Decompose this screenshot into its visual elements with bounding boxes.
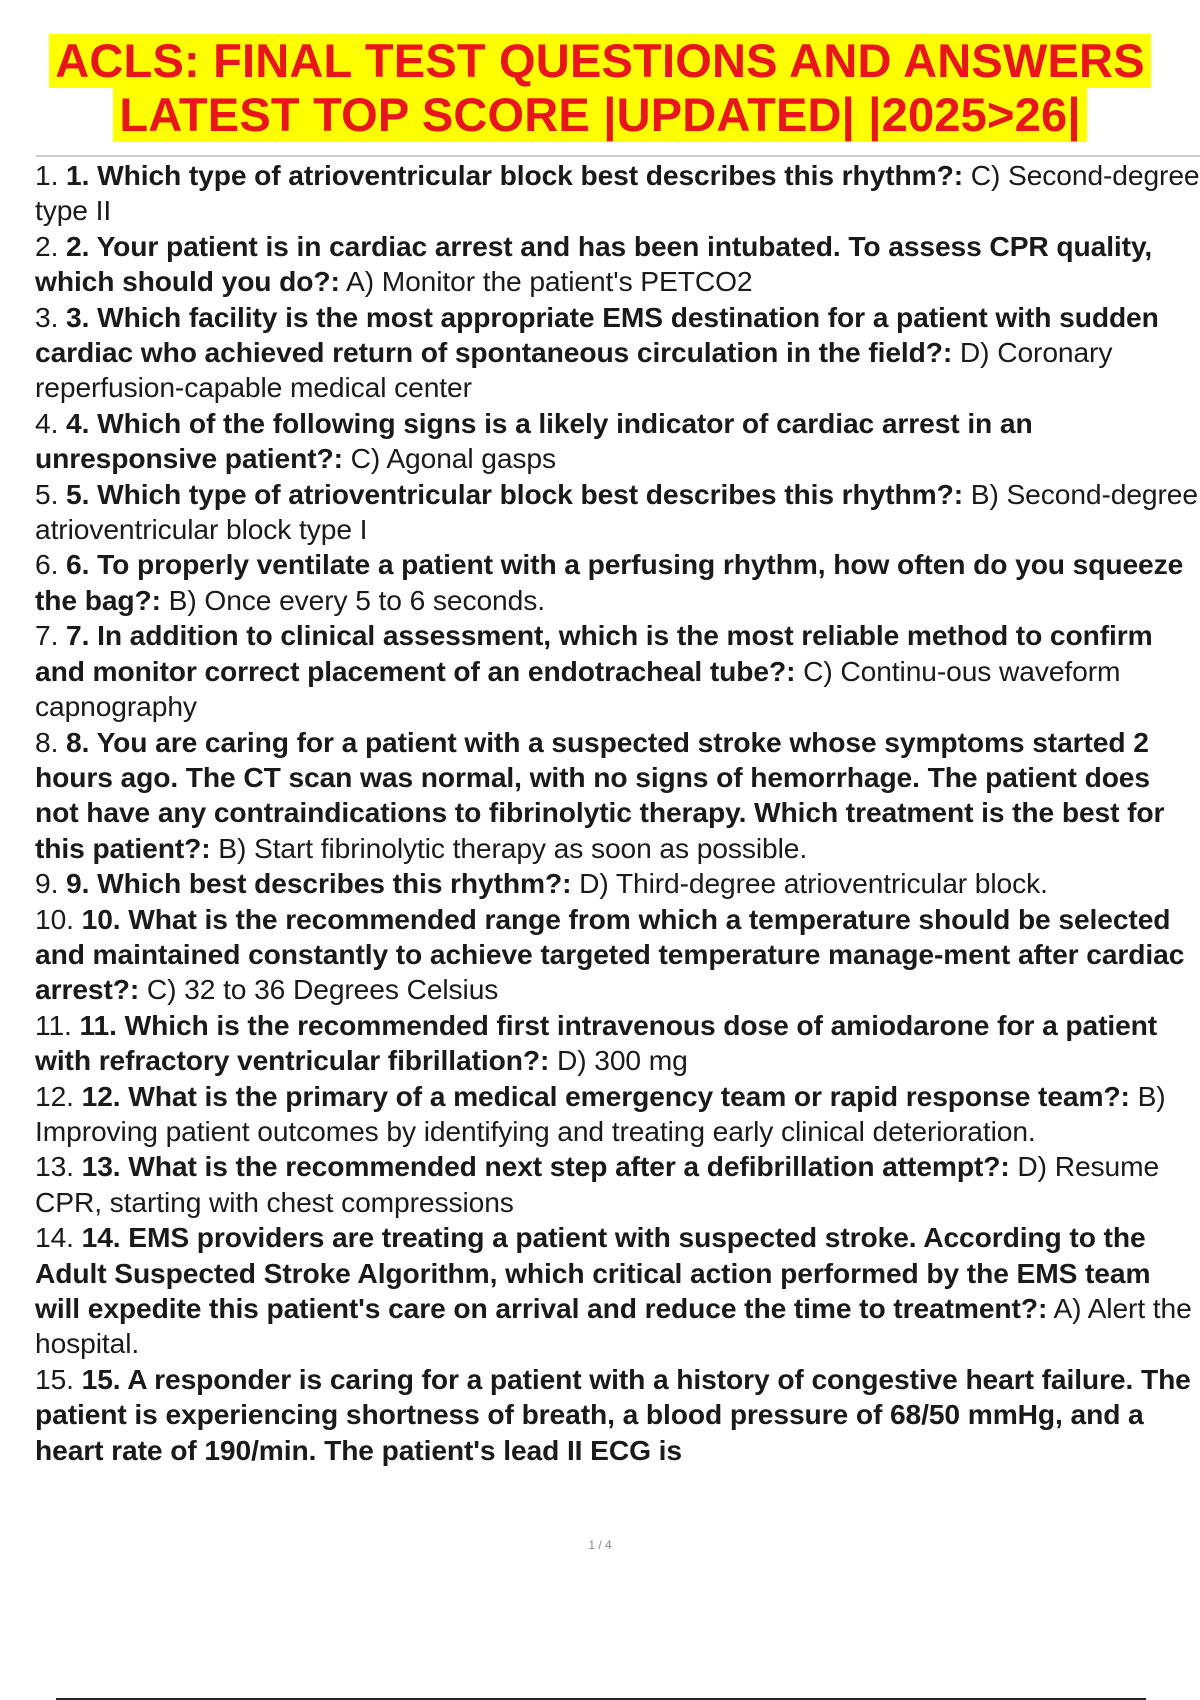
item-number: 4.: [35, 406, 59, 439]
question-text: 15. A responder is caring for a patient with a history of congestive heart failure. The patient is experiencing shortness of breath, a blood pressure of 68/50 mmHg, and a heart rate of 190/min. The patient's lead II ECG is: [35, 1362, 1191, 1466]
question-item: [35, 406, 1200, 477]
question-text: 11. Which is the recommended first intravenous dose of amiodarone for a patient with refractory ventricular fibrillation?:: [35, 1008, 1158, 1077]
answer-text: C) Second-degree type II: [35, 159, 1200, 227]
item-number: 14.: [35, 1221, 74, 1254]
answer-text: C) Continu-ous waveform capnography: [35, 654, 1121, 723]
answer-text: A) Alert the hospital.: [35, 1292, 1192, 1360]
question-item: [35, 902, 1200, 1008]
item-number: 12.: [35, 1079, 74, 1112]
item-number: 7.: [35, 619, 59, 652]
question-item: [35, 229, 1200, 300]
answer-text: D) Third-degree atrioventricular block.: [579, 867, 1048, 900]
page-number: 1 / 4: [588, 1538, 612, 1552]
question-item: [35, 477, 1200, 548]
item-number: 1.: [35, 159, 59, 191]
question-text: 10. What is the recommended range from which a temperature should be selected and maintained constantly to achieve targeted temperature manage-ment after cardiac arrest?:: [35, 902, 1185, 1006]
answer-text: D) 300 mg: [556, 1044, 688, 1077]
question-text: 13. What is the recommended next step after a defibrillation attempt?:: [81, 1150, 1010, 1183]
item-number: 2.: [35, 229, 59, 262]
question-item: [35, 1079, 1200, 1150]
question-text: 1. Which type of atrioventricular block best describes this rhythm?:: [66, 159, 964, 191]
question-text: 7. In addition to clinical assessment, which is the most reliable method to confirm and monitor correct placement of an endotracheal tube?:: [35, 619, 1153, 687]
question-text: 8. You are caring for a patient with a suspected stroke whose symptoms started 2 hours ago. The CT scan was normal, with no signs of hemorrhage. The patient does not have any contraindications to fibrinolytic therapy. Which treatment is the best for this patient?:: [35, 725, 1165, 864]
question-item: [35, 725, 1200, 867]
item-number: 11.: [35, 1008, 72, 1041]
answer-text: D) Resume CPR, starting with chest compressions: [35, 1150, 1160, 1218]
title-line-2: LATEST TOP SCORE |UPDATED| |2025>26|: [113, 88, 1086, 142]
question-text: 2. Your patient is in cardiac arrest and has been intubated. To assess CPR quality, which should you do?:: [35, 229, 1153, 298]
document-title: [0, 34, 1200, 142]
item-number: 6.: [35, 548, 59, 581]
answer-text: B) Improving patient outcomes by identifying and treating early clinical deterioration.: [35, 1079, 1166, 1147]
question-item: [35, 1008, 1200, 1079]
item-number: 13.: [35, 1150, 74, 1183]
answer-text: D) Coronary reperfusion-capable medical center: [35, 336, 1113, 404]
question-item: [35, 618, 1200, 724]
question-list: [35, 158, 1200, 1468]
answer-text: B) Second-degree atrioventricular block type I: [35, 477, 1198, 546]
question-item: [35, 1220, 1200, 1362]
answer-text: C) Agonal gasps: [350, 442, 556, 475]
item-number: 15.: [35, 1362, 74, 1395]
question-text: 14. EMS providers are treating a patient with suspected stroke. According to the Adult Suspected Stroke Algorithm, which critical action performed by the EMS team will expedite this patient's care on arrival and reduce the time to treatment?:: [35, 1221, 1151, 1324]
question-text: 5. Which type of atrioventricular block best describes this rhythm?:: [66, 477, 964, 510]
question-item: [35, 1149, 1200, 1220]
answer-text: C) 32 to 36 Degrees Celsius: [146, 973, 499, 1006]
title-divider: [36, 155, 1200, 157]
question-item: [35, 547, 1200, 618]
answer-text: B) Once every 5 to 6 seconds.: [168, 583, 545, 616]
question-item: [35, 866, 1200, 901]
item-number: 9.: [35, 867, 59, 900]
question-text: 6. To properly ventilate a patient with a perfusing rhythm, how often do you squeeze the bag?:: [35, 548, 1184, 616]
question-text: 9. Which best describes this rhythm?:: [66, 867, 572, 900]
item-number: 3.: [35, 300, 59, 333]
question-text: 4. Which of the following signs is a likely indicator of cardiac arrest in an unresponsive patient?:: [35, 406, 1033, 475]
question-item: [35, 1362, 1200, 1468]
answer-text: A) Monitor the patient's PETCO2: [346, 265, 753, 298]
title-line-1: ACLS: FINAL TEST QUESTIONS AND ANSWERS: [49, 34, 1151, 88]
item-number: 8.: [35, 725, 59, 758]
question-text: 3. Which facility is the most appropriate EMS destination for a patient with sudden cardiac who achieved return of spontaneous circulation in the field?:: [35, 300, 1159, 369]
question-text: 12. What is the primary of a medical emergency team or rapid response team?:: [81, 1079, 1130, 1112]
item-number: 10.: [35, 902, 74, 935]
question-item: [35, 158, 1200, 229]
item-number: 5.: [35, 477, 59, 510]
question-item: [35, 300, 1200, 406]
answer-text: B) Start fibrinolytic therapy as soon as possible.: [218, 831, 808, 864]
